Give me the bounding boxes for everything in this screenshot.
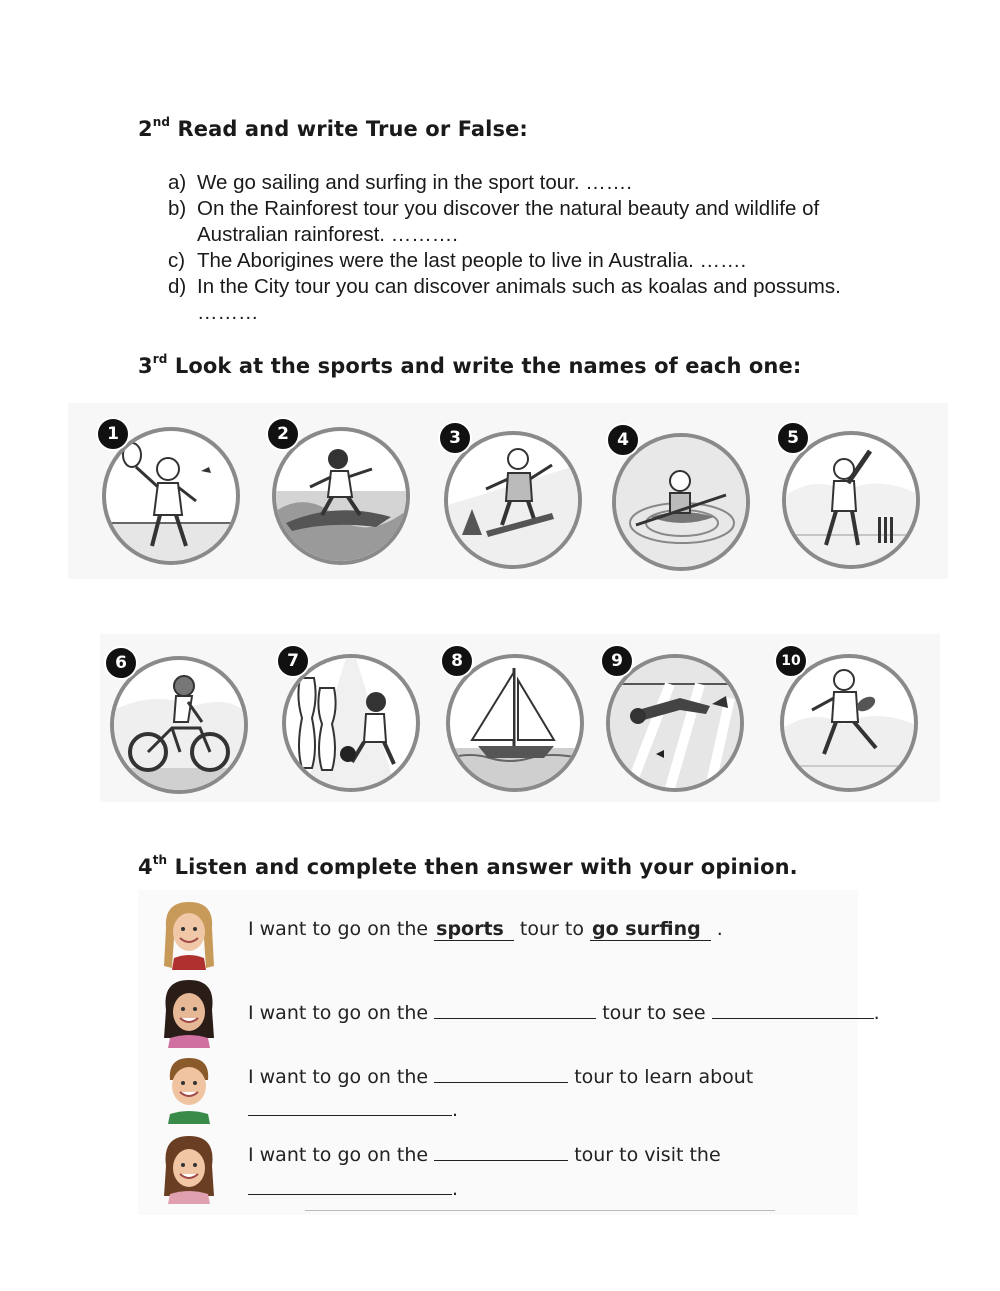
number-badge-3: 3 [438,421,472,455]
sport-cricket [776,421,926,571]
sports-row-1 [68,403,948,579]
question-b: b) On the Rainforest tour you discover the natural beauty and wildlife of Australian rainforest. ………. [168,197,820,246]
number-badge-5: 5 [776,421,810,455]
sentence-3-cont: . [248,1095,458,1121]
sentence-2: I want to go on the tour to see . [248,998,880,1024]
answer-activity-1[interactable]: go surfing [590,918,711,941]
sport-bowling [276,644,426,794]
true-false-list [168,170,848,326]
number-badge-4: 4 [606,423,640,457]
sentence-3: I want to go on the tour to learn about [248,1062,753,1088]
girl-avatar-1 [156,898,222,968]
section-3-heading: 3rd Look at the sports and write the names of each one: [138,352,802,378]
section-2-heading: 2nd Read and write True or False: [138,115,528,141]
number-badge-9: 9 [600,644,634,678]
number-badge-10: 10 [774,644,808,678]
number-badge-8: 8 [440,644,474,678]
boy-avatar [156,1052,222,1122]
blank-tour-3[interactable] [434,1062,568,1083]
sports-row-2 [100,634,940,802]
girl-avatar-2 [156,976,222,1046]
number-badge-6: 6 [104,646,138,680]
number-badge-2: 2 [266,417,300,451]
sentence-4-cont: . [248,1174,458,1200]
sport-kayaking [606,423,756,573]
blank-tour-4[interactable] [434,1140,568,1161]
sentence-4: I want to go on the tour to visit the [248,1140,721,1166]
section-4-heading: 4th Listen and complete then answer with your opinion. [138,853,798,879]
question-d: d) In the City tour you can discover animals such as koalas and possums. ……… [168,275,841,324]
divider [305,1210,775,1211]
sport-badminton [96,417,246,567]
sport-snowboarding [438,421,588,571]
sport-cycling [104,646,254,796]
sport-diving [600,644,750,794]
blank-activity-2[interactable] [712,998,874,1019]
listen-exercise [138,890,880,1215]
sport-sailing [440,644,590,794]
sentence-1: I want to go on the sports tour to go surfing . [248,918,723,940]
blank-tour-2[interactable] [434,998,596,1019]
sport-rugby [774,644,924,794]
girl-avatar-3 [156,1132,222,1202]
question-a: a) We go sailing and surfing in the sport tour. ……. [168,171,632,194]
blank-place-4[interactable] [248,1174,452,1195]
blank-topic-3[interactable] [248,1095,452,1116]
sport-surfing [266,417,416,567]
question-c: c) The Aborigines were the last people to live in Australia. ……. [168,249,747,272]
answer-tour-1[interactable]: sports [434,918,514,941]
number-badge-7: 7 [276,644,310,678]
number-badge-1: 1 [96,417,130,451]
